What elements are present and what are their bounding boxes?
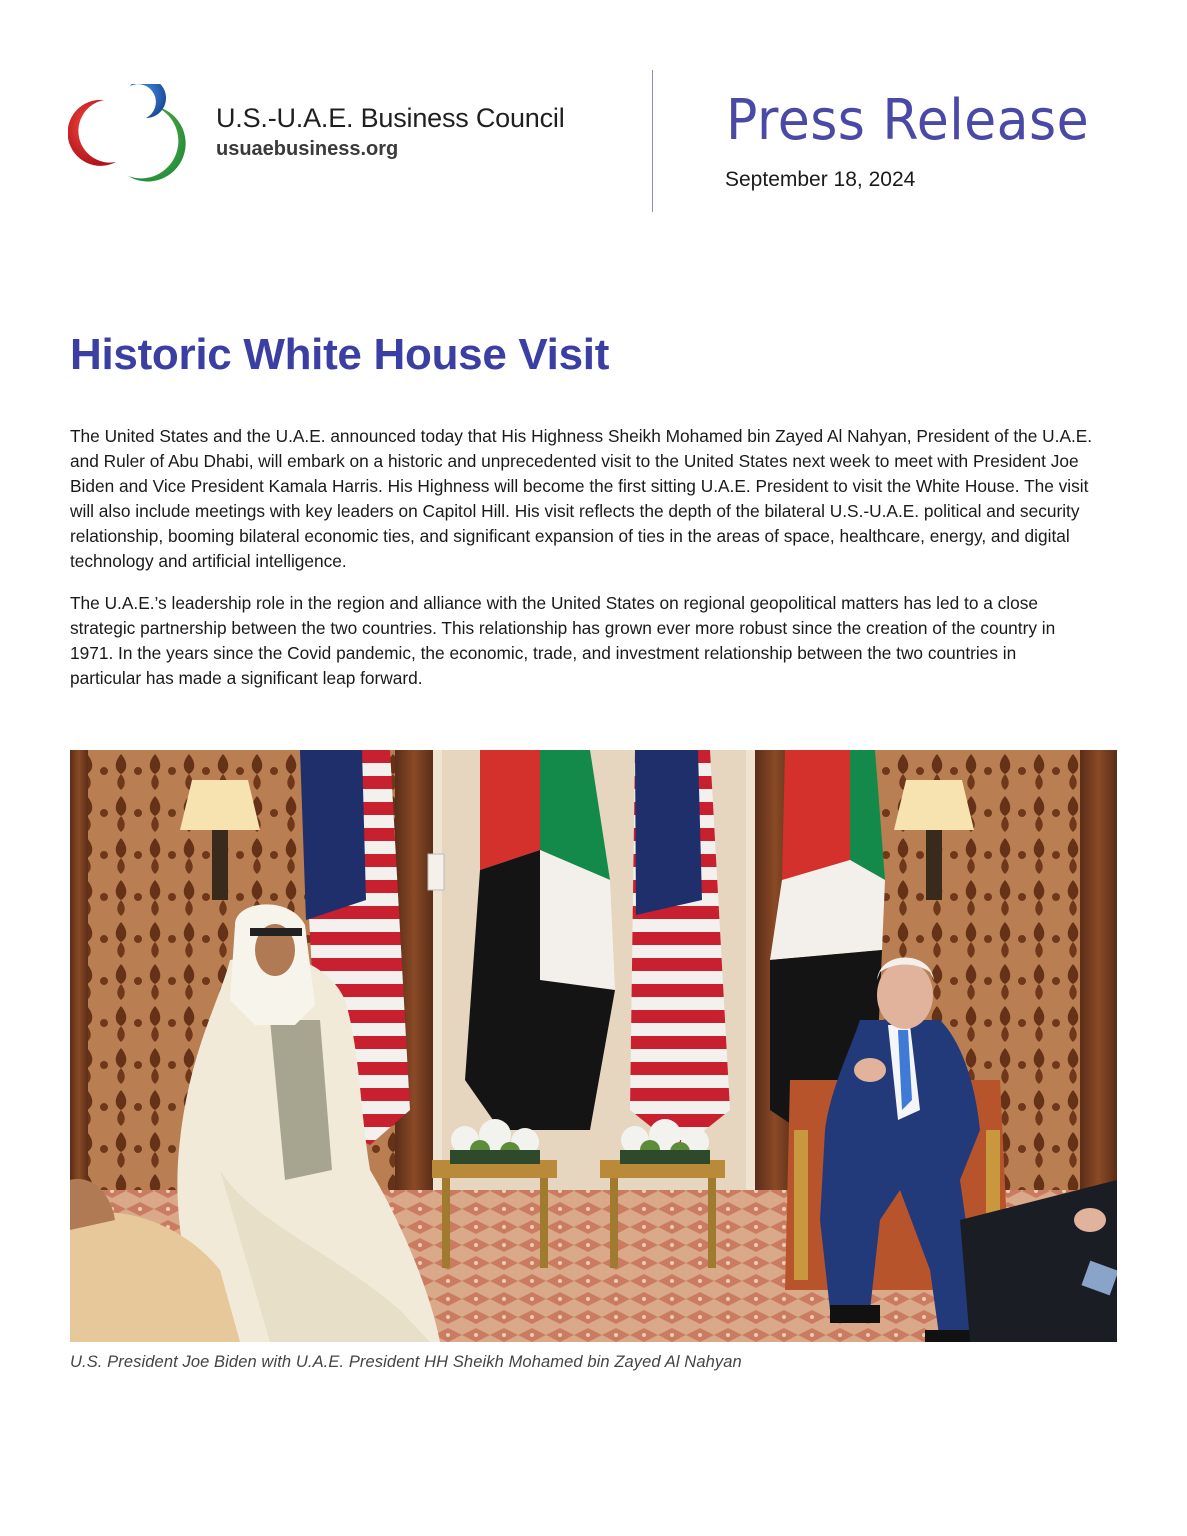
article-paragraph: The United States and the U.A.E. announced today that His Highness Sheikh Mohamed bin Zayed Al Nahyan, President of the U.A.E. and Ruler of Abu Dhabi, will embark on a historic and unprecedented visit to the United States next week to meet with President Joe Biden and Vice President Kamala Harris. His Highness will become the first sitting U.A.E. President to visit the White House. The visit will also include meetings with key leaders on Capitol Hill. His visit reflects the depth of the bilateral U.S.-U.A.E. political and security relationship, booming bilateral economic ties, and significant expansion of ties in the areas of space, healthcare, energy, and digital technology and artificial intelligence.: [70, 426, 1093, 571]
photo-caption: U.S. President Joe Biden with U.A.E. President HH Sheikh Mohamed bin Zayed Al Nahyan: [70, 1353, 742, 1371]
org-url[interactable]: usuaebusiness.org: [216, 138, 399, 160]
org-name: U.S.-U.A.E. Business Council: [216, 103, 565, 133]
council-logo-icon: [68, 84, 200, 184]
article-headline: Historic White House Visit: [70, 330, 610, 379]
release-date: September 18, 2024: [725, 168, 916, 191]
article-paragraph: The U.A.E.’s leadership role in the region and alliance with the United States on regional geopolitical matters has led to a close strategic partnership between the two countries. This relationship has grown ever more robust since the creation of the country in 1971. In the years since the Covid pandemic, the economic, trade, and investment relationship between the two countries in particular has made a significant leap forward.: [70, 593, 1056, 688]
header-divider: [652, 70, 653, 212]
press-release-title: Press Release: [726, 88, 1090, 153]
meeting-photo: [70, 750, 1117, 1342]
